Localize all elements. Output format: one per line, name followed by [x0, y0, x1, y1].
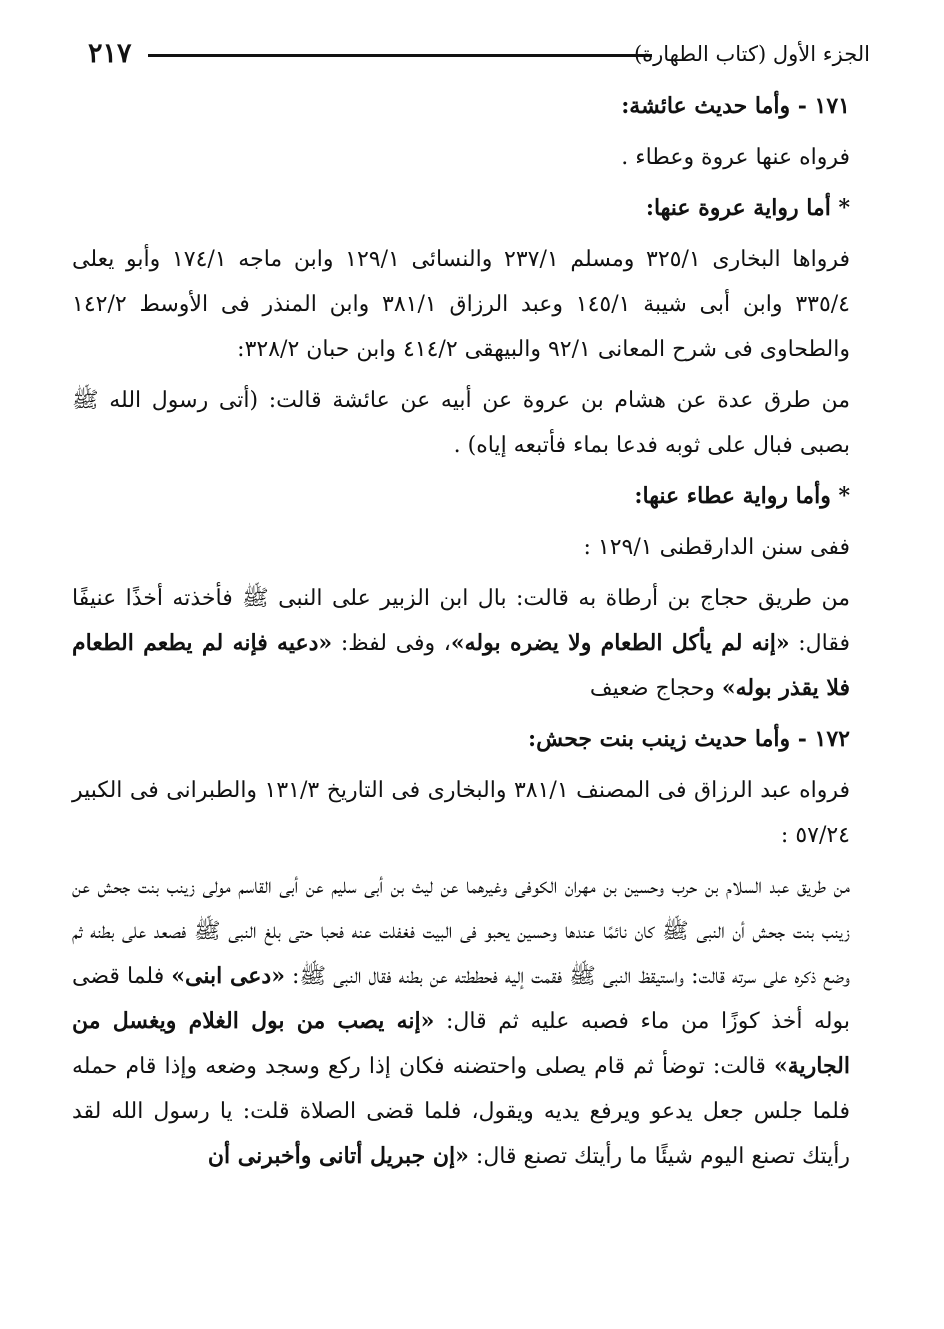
hadith-quote: «إنه يصب من بول الغلام ويغسل من الجارية» [72, 1008, 850, 1079]
text-span: قالت: توضأ ثم قام يصلى واحتضنه فكان إذا ركع وسجد وضعه وإذا قام حمله فلما جلس جعل يدعو ويرفع يديه ويقول، فلما قضى الصلاة قلت: يا رسول الله لقد رأيتك تصنع اليوم شيئًا ما رأيتك تصنع قال: [72, 1054, 850, 1169]
section-heading-171: ١٧١ - وأما حديث عائشة: [621, 93, 850, 119]
running-title: الجزء الأول (كتاب الطهارة) [633, 42, 870, 66]
hadith-quote: «دعيه فإنه لم يطعم الطعام فلا يقذر بوله» [72, 630, 850, 701]
paragraph-hajjaj [72, 576, 850, 711]
hadith-quote: «إنه لم يأكل الطعام ولا يضره بوله» [450, 630, 790, 656]
page-header [88, 38, 870, 70]
text-span: من طريق حجاج بن أرطاة به قالت: بال ابن الزبير على النبى ﷺ فأخذته أخذًا عنيفًا فقال: [72, 586, 850, 656]
header-rule [148, 54, 652, 57]
page-content [72, 84, 850, 1179]
paragraph-urwa-sources: فرواها البخارى ٣٢٥/١ ومسلم ٢٣٧/١ والنسائى ١٢٩/١ وابن ماجه ١٧٤/١ وأبو يعلى ٣٣٥/٤ وابن أبى شيبة ١٤٥/١ وعبد الرزاق ٣٨١/١ وابن المنذر فى الأوسط ١٤٢/٢ والطحاوى فى شرح المعانى ٩٢/١ والبيهقى ٤١٤/٢ وابن حبان ٣٢٨/٢: [72, 247, 850, 362]
text-span: فلما قضى بوله أخذ كوزًا من ماء فصبه عليه ثم قال: [72, 964, 850, 1034]
subheading-ata: * وأما رواية عطاء عنها: [634, 483, 850, 509]
page-number: ٢١٧ [88, 38, 132, 69]
text-span: وحجاج ضعيف [589, 676, 715, 701]
paragraph-daraqutni: ففى سنن الدارقطنى ١٢٩/١ : [583, 535, 850, 560]
section-heading-172: ١٧٢ - وأما حديث زينب بنت جحش: [528, 726, 850, 752]
paragraph-narrators: فرواه عنها عروة وعطاء . [621, 145, 850, 170]
hadith-quote: «إن جبريل أتانى وأخبرنى أن [207, 1143, 469, 1169]
subheading-urwa: * أما رواية عروة عنها: [645, 195, 850, 221]
paragraph-urwa-text: من طرق عدة عن هشام بن عروة عن أبيه عن عائشة قالت: (أتى رسول الله ﷺ بصبى فبال على ثوبه فدعا بماء فأتبعه إياه) . [72, 388, 850, 458]
text-span: ، وفى لفظ: [340, 631, 451, 656]
paragraph-zaynab-sources: فرواه عبد الرزاق فى المصنف ٣٨١/١ والبخارى فى التاريخ ١٣١/٣ والطبرانى فى الكبير ٥٧/٢٤ : [72, 778, 850, 848]
hadith-quote: «دعى ابنى» [171, 963, 285, 989]
text-span: من طريق عبد السلام بن حرب وحسين بن مهران الكوفى وغيرهما عن ليث بن أبى سليم عن أبى القاسم مولى زينب بنت جحش عن زينب بنت جحش أن النبى ﷺ كان نائمًا عندها وحسين يحبو فى البيت فغفلت عنه فحبا حتى بلغ النبى ﷺ فصعد على بطنه ثم وضع ذكره على سرته قالت: واستيقظ النبى ﷺ فقمت إليه فحططته عن بطنه فقال النبى ﷺ: [72, 874, 850, 989]
paragraph-zaynab-text [72, 864, 850, 1179]
